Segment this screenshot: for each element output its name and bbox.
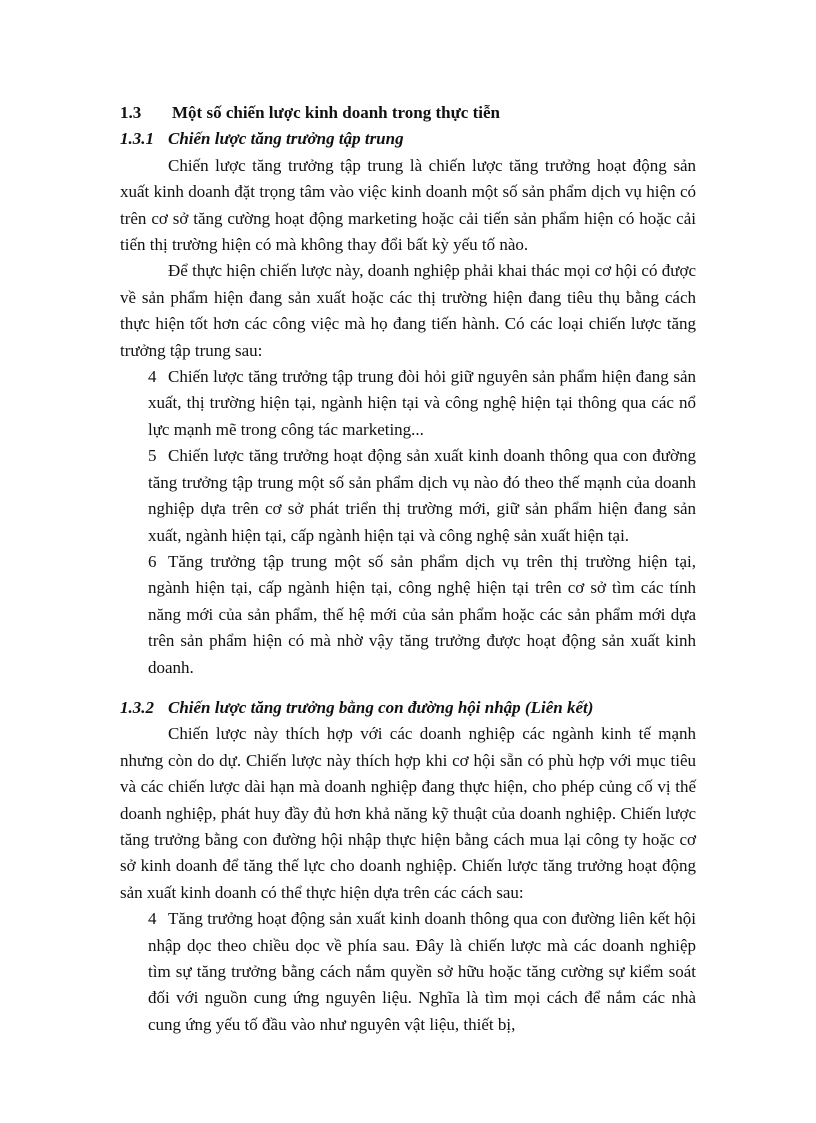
list-item-text: Chiến lược tăng trưởng tập trung đòi hỏi giữ nguyên sản phẩm hiện đang sản xuất, thị trường hiện tại, ngành hiện tại và công nghệ hiện tại thông qua các nổ lực mạnh mẽ trong công tác marketing... bbox=[148, 367, 696, 439]
subsection-number-1: 1.3.1 bbox=[120, 129, 154, 149]
list-item bbox=[148, 906, 696, 1038]
section-number: 1.3 bbox=[120, 103, 142, 122]
document-page bbox=[120, 100, 696, 1038]
list-item-number: 5 bbox=[148, 446, 157, 466]
list-item-number: 4 bbox=[148, 909, 157, 929]
list-item-number: 4 bbox=[148, 367, 157, 387]
subsection-heading-1 bbox=[120, 126, 696, 152]
subsection-heading-2 bbox=[120, 695, 696, 721]
list-item bbox=[148, 364, 696, 443]
subsection-title-2: Chiến lược tăng trưởng bằng con đường hội nhập (Liên kết) bbox=[168, 697, 594, 717]
list-item-text: Tăng trưởng tập trung một số sản phẩm dịch vụ trên thị trường hiện tại, ngành hiện tại, cấp ngành hiện tại, công nghệ hiện tại trên cơ sở tìm các tính năng mới của sản phẩm, thế hệ mới của sản phẩm hoặc các sản phẩm mới dựa trên sản phẩm hiện có mà nhờ vậy tăng trưởng được hoạt động sản xuất kinh doanh. bbox=[148, 551, 696, 677]
section-title: Một số chiến lược kinh doanh trong thực tiễn bbox=[172, 103, 500, 122]
subsection-title-1: Chiến lược tăng trưởng tập trung bbox=[168, 129, 404, 149]
paragraph: Chiến lược tăng trưởng tập trung là chiến lược tăng trưởng hoạt động sản xuất kinh doanh đặt trọng tâm vào việc kinh doanh một số sản phẩm dịch vụ hiện có trên cơ sở tăng cường hoạt động marketing hoặc cải tiến sản phẩm hiện có hoặc cải tiến thị trường hiện có mà không thay đổi bất kỳ yếu tố nào. bbox=[120, 155, 696, 255]
list-item-number: 6 bbox=[148, 551, 157, 571]
section-heading bbox=[120, 100, 696, 126]
subsection-number-2: 1.3.2 bbox=[120, 697, 154, 717]
paragraph: Chiến lược này thích hợp với các doanh nghiệp các ngành kinh tế mạnh nhưng còn do dự. Chiến lược này thích hợp khi cơ hội sẵn có phù hợp với mục tiêu và các chiến lược dài hạn mà doanh nghiệp đang thực hiện, cho phép củng cố vị thế doanh nghiệp, phát huy đầy đủ hơn khả năng kỹ thuật của doanh nghiệp. Chiến lược tăng trưởng bằng con đường hội nhập thực hiện bằng cách mua lại công ty hoặc cơ sở kinh doanh để tăng thế lực cho doanh nghiệp. Chiến lược tăng trưởng hoạt động sản xuất kinh doanh có thể thực hiện dựa trên các cách sau: bbox=[120, 724, 696, 902]
list-item bbox=[148, 549, 696, 681]
list-item bbox=[148, 443, 696, 549]
list-item-text: Tăng trưởng hoạt động sản xuất kinh doanh thông qua con đường liên kết hội nhập dọc theo chiều dọc về phía sau. Đây là chiến lược mà các doanh nghiệp tìm sự tăng trưởng bằng cách nắm quyền sở hữu hoặc tăng cường sự kiểm soát đối với nguồn cung ứng nguyên liệu. Nghĩa là tìm mọi cách để nắm các nhà cung ứng yếu tố đầu vào như nguyên vật liệu, thiết bị, bbox=[148, 909, 696, 1034]
section-spacer bbox=[120, 681, 696, 695]
list-item-text: Chiến lược tăng trưởng hoạt động sản xuất kinh doanh thông qua con đường tăng trưởng tập trung một số sản phẩm dịch vụ nào đó theo thế mạnh của doanh nghiệp dựa trên cơ sở phát triển thị trường mới, giữ sản phẩm hiện đang sản xuất, ngành hiện tại, cấp ngành hiện tại và công nghệ sản xuất hiện tại. bbox=[148, 446, 696, 545]
paragraph: Để thực hiện chiến lược này, doanh nghiệp phải khai thác mọi cơ hội có được về sản phẩm hiện đang sản xuất hoặc các thị trường hiện đang tiêu thụ bằng cách thực hiện tốt hơn các công việc mà họ đang tiến hành. Có các loại chiến lược tăng trưởng tập trung sau: bbox=[120, 261, 696, 360]
